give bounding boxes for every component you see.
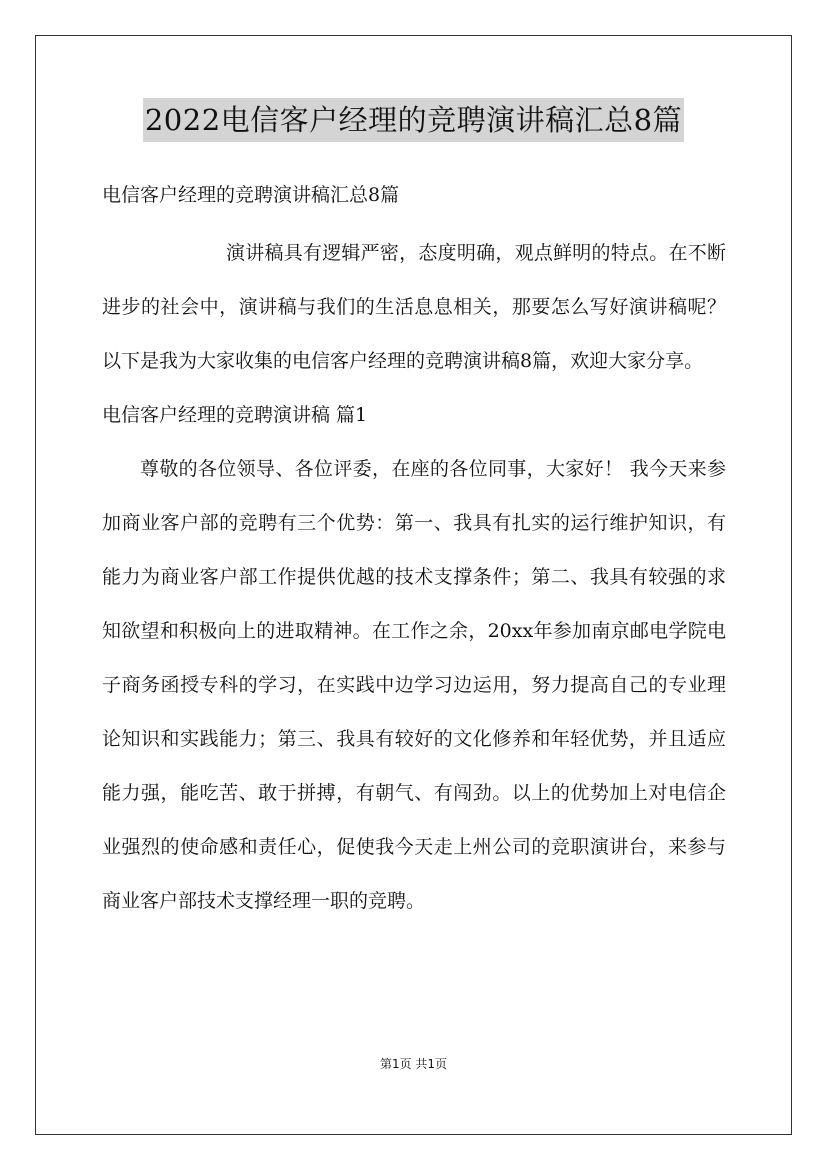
page-footer: 第1页 共1页 xyxy=(379,1057,448,1071)
section-heading: 电信客户经理的竞聘演讲稿 篇1 xyxy=(102,404,368,426)
document-title: 2022电信客户经理的竞聘演讲稿汇总8篇 xyxy=(143,98,684,142)
title-container xyxy=(0,98,827,142)
document-body xyxy=(102,170,726,928)
intro-paragraph: 演讲稿具有逻辑严密，态度明确，观点鲜明的特点。在不断进步的社会中，演讲稿与我们的生活息息相关，那要怎么写好演讲稿呢？以下是我为大家收集的电信客户经理的竞聘演讲稿8篇，欢迎大家分享。 xyxy=(102,242,726,372)
document-subtitle: 电信客户经理的竞聘演讲稿汇总8篇 xyxy=(102,184,400,206)
body-paragraph: 尊敬的各位领导、各位评委，在座的各位同事，大家好！ 我今天来参加商业客户部的竞聘有三个优势：第一、我具有扎实的运行维护知识，有能力为商业客户部工作提供优越的技术支撑条件；第二、我具有较强的求知欲望和积极向上的进取精神。在工作之余，20xx年参加南京邮电学院电子商务函授专科的学习，在实践中边学习边运用，努力提高自己的专业理论知识和实践能力；第三、我具有较好的文化修养和年轻优势，并且适应能力强，能吃苦、敢于拼搏，有朝气、有闯劲。以上的优势加上对电信企业强烈的使命感和责任心，促使我今天走上州公司的竞职演讲台，来参与商业客户部技术支撑经理一职的竞聘。 xyxy=(102,458,726,912)
